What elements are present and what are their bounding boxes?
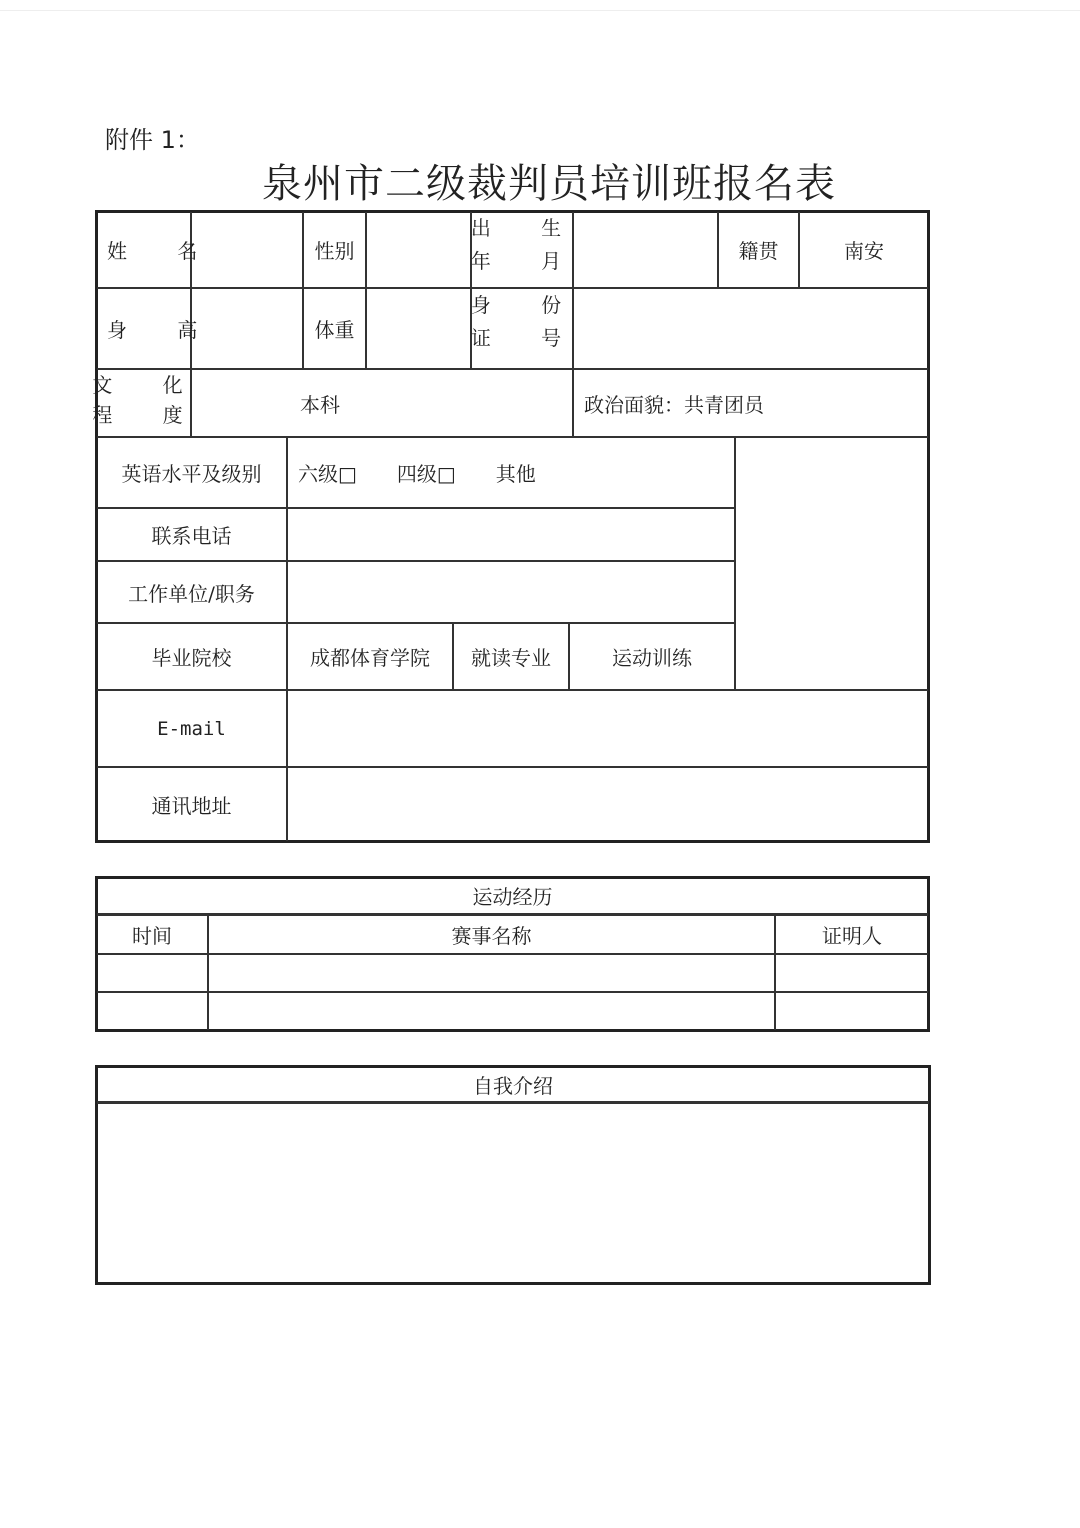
sports-row-2-witness[interactable] (776, 993, 928, 1030)
photo-area[interactable] (736, 438, 928, 689)
id-label (470, 289, 584, 368)
birth-field[interactable] (574, 212, 717, 287)
id-field[interactable] (574, 289, 928, 368)
work-field[interactable] (288, 562, 734, 622)
height-label: 身 高 (107, 318, 220, 342)
intro-field[interactable] (97, 1104, 929, 1282)
address-field[interactable] (288, 768, 928, 840)
edu-label-line-1: 文 化 (92, 373, 205, 397)
edu-value[interactable]: 本科 (300, 392, 340, 417)
sports-row-2-event[interactable] (209, 993, 774, 1030)
id-label-line-2: 证 号 (470, 326, 584, 350)
name-field[interactable] (192, 212, 302, 287)
edu-label (92, 370, 205, 436)
email-field[interactable] (288, 691, 928, 766)
sports-row-1-time[interactable] (97, 955, 207, 991)
form-title: 泉州市二级裁判员培训班报名表 (262, 161, 836, 207)
english-label: 英语水平及级别 (121, 462, 262, 486)
birth-label (470, 212, 584, 287)
sports-header: 运动经历 (472, 885, 553, 909)
gender-field[interactable] (367, 212, 470, 287)
school-label: 毕业院校 (151, 646, 232, 670)
phone-label: 联系电话 (151, 524, 232, 548)
weight-field[interactable] (367, 289, 470, 368)
weight-label: 体重 (314, 318, 355, 342)
name-label: 姓 名 (107, 239, 220, 263)
id-label-line-1: 身 份 (470, 293, 584, 317)
political-status[interactable]: 政治面貌：共青团员 (584, 392, 764, 417)
english-options[interactable]: 六级□ 四级□ 其他 (298, 462, 536, 486)
birth-label-line-1: 出 生 (470, 216, 584, 240)
email-label: E-mail (157, 717, 226, 740)
phone-field[interactable] (288, 509, 734, 560)
attachment-label: 附件 1： (105, 126, 200, 154)
major-label: 就读专业 (471, 646, 551, 670)
native-label: 籍贯 (738, 239, 779, 263)
edu-label-line-2: 程 度 (92, 403, 205, 427)
sports-row-1-event[interactable] (209, 955, 774, 991)
page-top-edge (0, 10, 1080, 11)
address-label: 通讯地址 (151, 793, 232, 818)
sports-col-time: 时间 (132, 924, 172, 948)
intro-header: 自我介绍 (473, 1073, 553, 1098)
birth-label-line-2: 年 月 (470, 249, 584, 273)
gender-label: 性别 (314, 239, 355, 263)
height-field[interactable] (192, 289, 302, 368)
sports-col-witness: 证明人 (822, 924, 882, 948)
major-value[interactable]: 运动训练 (612, 646, 692, 670)
sports-col-event: 赛事名称 (451, 924, 532, 948)
sports-row-2-time[interactable] (97, 993, 207, 1030)
work-label: 工作单位/职务 (128, 581, 255, 606)
native-value[interactable]: 南安 (844, 239, 884, 263)
sports-row-1-witness[interactable] (776, 955, 928, 991)
school-value[interactable]: 成都体育学院 (310, 646, 430, 670)
